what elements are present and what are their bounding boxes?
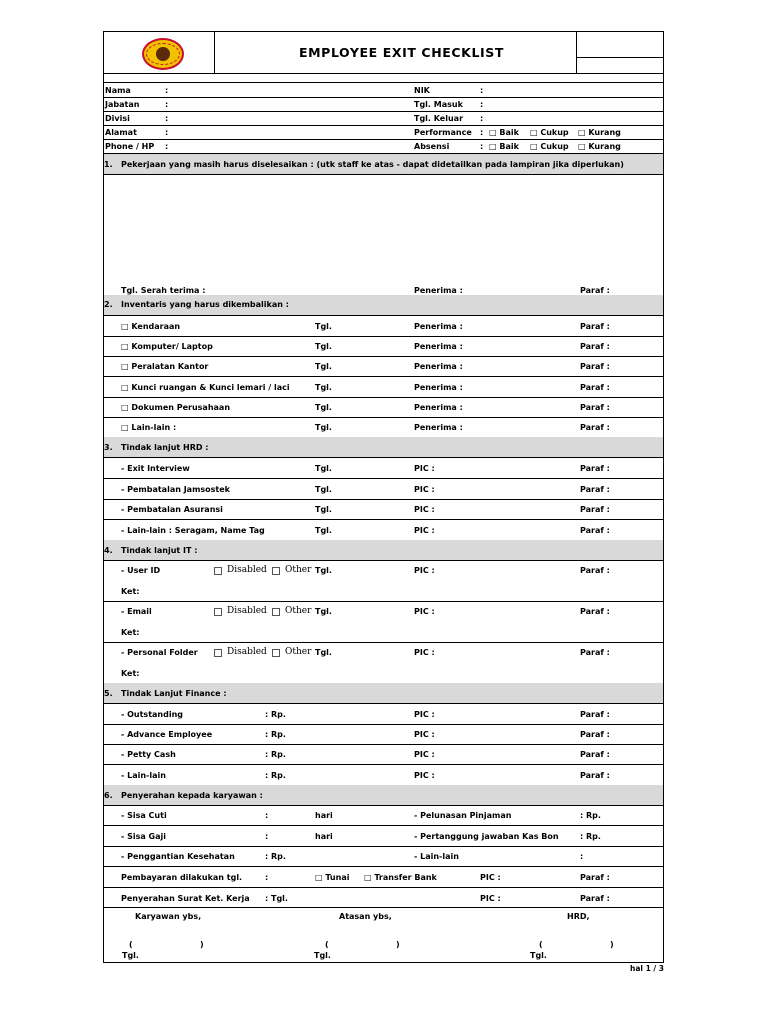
hrd-item: - Lain-lain : Seragam, Name Tag (121, 526, 265, 535)
signature-close-paren: ) (610, 940, 614, 949)
info-label: NIK (414, 86, 430, 95)
rp-label: : Rp. (265, 730, 286, 739)
receiver-label: Penerima : (414, 383, 463, 392)
info-label: Phone / HP (105, 142, 155, 151)
pic-label: PIC : (414, 526, 435, 535)
date-label: Tgl. (315, 342, 332, 351)
paraf-label: Paraf : (580, 286, 610, 295)
date-label: Tgl. (315, 566, 332, 575)
rp-label: : Rp. (580, 832, 601, 841)
pic-label: PIC : (414, 505, 435, 514)
paraf-label: Paraf : (580, 894, 610, 903)
divider-line (104, 887, 663, 888)
paraf-label: Paraf : (580, 464, 610, 473)
pic-label: PIC : (414, 730, 435, 739)
section-title: Tindak lanjut IT : (121, 546, 198, 555)
info-label: Tgl. Masuk (414, 100, 463, 109)
paraf-label: Paraf : (580, 566, 610, 575)
divider-line (104, 139, 663, 140)
divider-line (104, 846, 663, 847)
info-label: Nama (105, 86, 131, 95)
pic-label: PIC : (414, 750, 435, 759)
hrd-item: - Pembatalan Jamsostek (121, 485, 230, 494)
info-label: Tgl. Keluar (414, 114, 464, 123)
handover-item: - Sisa Gaji (121, 832, 167, 841)
pic-label: PIC : (480, 894, 501, 903)
rp-label: : Rp. (265, 710, 286, 719)
transfer-option: □ Transfer Bank (364, 873, 437, 882)
section-number: 5. (104, 689, 113, 698)
info-label: Alamat (105, 128, 137, 137)
info-colon: : (480, 142, 484, 151)
ket-label: Ket: (121, 669, 140, 678)
paraf-label: Paraf : (580, 771, 610, 780)
finance-item: - Advance Employee (121, 730, 213, 739)
divider-line (104, 417, 663, 418)
it-item: - User ID (121, 566, 161, 575)
signature-hrd: HRD, (567, 912, 590, 921)
finance-item: - Outstanding (121, 710, 183, 719)
pic-label: PIC : (414, 464, 435, 473)
it-item: - Personal Folder (121, 648, 198, 657)
finance-item: - Petty Cash (121, 750, 176, 759)
unit-label: hari (315, 811, 333, 820)
divider-line (104, 866, 663, 867)
paraf-label: Paraf : (580, 873, 610, 882)
date-label: Tgl. (315, 403, 332, 412)
signature-employee: Karyawan ybs, (135, 912, 202, 921)
divider-line (104, 376, 663, 377)
section-title: Tindak Lanjut Finance : (121, 689, 227, 698)
pic-label: PIC : (480, 873, 501, 882)
divider-line (104, 457, 663, 458)
section-title: Pekerjaan yang masih harus diselesaikan : (utk staff ke atas - dapat didetailkan pada lampiran jika diperlukan) (121, 160, 624, 169)
section-number: 1. (104, 160, 113, 169)
divider-line (104, 336, 663, 337)
disabled-label: Disabled (227, 565, 267, 575)
checklist-form (103, 31, 664, 963)
signature-date: Tgl. (530, 951, 547, 960)
divider-line (104, 703, 663, 704)
date-label: Tgl. (315, 648, 332, 657)
info-label: Jabatan (105, 100, 140, 109)
pic-label: PIC : (414, 710, 435, 719)
handover-colon: : (265, 832, 269, 841)
info-colon: : (480, 86, 484, 95)
header-divider (214, 32, 215, 74)
inventory-item: □ Lain-lain : (121, 423, 177, 432)
handover-colon: : (265, 811, 269, 820)
paraf-label: Paraf : (580, 322, 610, 331)
pic-label: PIC : (414, 607, 435, 616)
rating-option-cukup: □ Cukup (530, 142, 569, 151)
rating-option-kurang: □ Kurang (578, 128, 621, 137)
other-checkbox[interactable] (272, 649, 280, 657)
receiver-label: Penerima : (414, 342, 463, 351)
work-letter-label: Penyerahan Surat Ket. Kerja (121, 894, 250, 903)
handover-item-right: - Pertanggung jawaban Kas Bon (414, 832, 559, 841)
paraf-label: Paraf : (580, 526, 610, 535)
section-number: 4. (104, 546, 113, 555)
info-colon: : (165, 100, 169, 109)
signature-close-paren: ) (396, 940, 400, 949)
paraf-label: Paraf : (580, 730, 610, 739)
inventory-item: □ Kunci ruangan & Kunci lemari / laci (121, 383, 290, 392)
rating-option-kurang: □ Kurang (578, 142, 621, 151)
signature-open-paren: ( (539, 940, 543, 949)
inventory-item: □ Komputer/ Laptop (121, 342, 213, 351)
paraf-label: Paraf : (580, 750, 610, 759)
paraf-label: Paraf : (580, 342, 610, 351)
ket-label: Ket: (121, 587, 140, 596)
divider-line (104, 805, 663, 806)
handover-date-label: Tgl. Serah terima : (121, 286, 206, 295)
date-label: Tgl. (315, 607, 332, 616)
divider-line (104, 601, 663, 602)
unit-label: hari (315, 832, 333, 841)
rating-option-baik: □ Baik (489, 128, 519, 137)
other-checkbox[interactable] (272, 608, 280, 616)
paraf-label: Paraf : (580, 710, 610, 719)
paraf-label: Paraf : (580, 403, 610, 412)
handover-item: - Sisa Cuti (121, 811, 167, 820)
date-label: Tgl. (315, 383, 332, 392)
handover-colon: : (580, 852, 584, 861)
divider-line (104, 111, 663, 112)
signature-date: Tgl. (314, 951, 331, 960)
receiver-label: Penerima : (414, 403, 463, 412)
divider-line (104, 744, 663, 745)
pic-label: PIC : (414, 485, 435, 494)
other-label: Other (285, 647, 312, 657)
paraf-label: Paraf : (580, 423, 610, 432)
rp-label: : Rp. (580, 811, 601, 820)
inventory-item: □ Peralatan Kantor (121, 362, 209, 371)
header-inner-line (576, 57, 664, 58)
info-colon: : (165, 86, 169, 95)
divider-line (104, 315, 663, 316)
signature-open-paren: ( (325, 940, 329, 949)
date-label: Tgl. (315, 485, 332, 494)
header-divider (576, 32, 577, 74)
date-label: Tgl. (315, 505, 332, 514)
date-label: Tgl. (315, 423, 332, 432)
handover-item-right: - Lain-lain (414, 852, 459, 861)
date-label: Tgl. (315, 526, 332, 535)
divider-line (104, 519, 663, 520)
page-number: hal 1 / 3 (630, 964, 664, 973)
divider-line (104, 825, 663, 826)
divider-line (104, 499, 663, 500)
info-label: Absensi (414, 142, 450, 151)
signature-supervisor: Atasan ybs, (339, 912, 392, 921)
section-title: Penyerahan kepada karyawan : (121, 791, 263, 800)
pic-label: PIC : (414, 771, 435, 780)
disabled-label: Disabled (227, 606, 267, 616)
pic-label: PIC : (414, 566, 435, 575)
rp-label: : Rp. (265, 750, 286, 759)
date-label: Tgl. (315, 362, 332, 371)
divider-line (104, 174, 663, 175)
date-label: : Tgl. (265, 894, 288, 903)
section-number: 2. (104, 300, 113, 309)
info-colon: : (165, 142, 169, 151)
payment-date-label: Pembayaran dilakukan tgl. (121, 873, 243, 882)
other-label: Other (285, 606, 312, 616)
receiver-label: Penerima : (414, 423, 463, 432)
finance-item: - Lain-lain (121, 771, 166, 780)
divider-line (104, 907, 663, 908)
disabled-checkbox[interactable] (214, 608, 222, 616)
info-colon: : (480, 114, 484, 123)
section-title: Inventaris yang harus dikembalikan : (121, 300, 289, 309)
other-checkbox[interactable] (272, 567, 280, 575)
divider-line (104, 560, 663, 561)
receiver-label: Penerima : (414, 362, 463, 371)
paraf-label: Paraf : (580, 505, 610, 514)
section-number: 6. (104, 791, 113, 800)
info-colon: : (165, 114, 169, 123)
disabled-checkbox[interactable] (214, 567, 222, 575)
date-label: Tgl. (315, 322, 332, 331)
divider-line (104, 724, 663, 725)
divider-line (104, 73, 663, 74)
paraf-label: Paraf : (580, 607, 610, 616)
divider-line (104, 764, 663, 765)
cash-option: □ Tunai (315, 873, 350, 882)
rating-option-cukup: □ Cukup (530, 128, 569, 137)
divider-line (104, 125, 663, 126)
rp-label: : Rp. (265, 771, 286, 780)
pic-label: PIC : (414, 648, 435, 657)
divider-line (104, 82, 663, 83)
paraf-label: Paraf : (580, 362, 610, 371)
info-colon: : (480, 128, 484, 137)
it-item: - Email (121, 607, 152, 616)
divider-line (104, 97, 663, 98)
info-label: Divisi (105, 114, 130, 123)
date-label: Tgl. (315, 464, 332, 473)
section-number: 3. (104, 443, 113, 452)
section-title: Tindak lanjut HRD : (121, 443, 209, 452)
signature-close-paren: ) (200, 940, 204, 949)
inventory-item: □ Dokumen Perusahaan (121, 403, 231, 412)
other-label: Other (285, 565, 312, 575)
divider-line (104, 397, 663, 398)
logo-center (156, 47, 170, 61)
handover-item: - Penggantian Kesehatan (121, 852, 235, 861)
form-title: EMPLOYEE EXIT CHECKLIST (299, 45, 505, 60)
paraf-label: Paraf : (580, 383, 610, 392)
info-label: Performance (414, 128, 472, 137)
hrd-item: - Pembatalan Asuransi (121, 505, 223, 514)
receiver-label: Penerima : (414, 322, 463, 331)
ket-label: Ket: (121, 628, 140, 637)
inventory-item: □ Kendaraan (121, 322, 181, 331)
handover-colon: : (265, 873, 269, 882)
signature-date: Tgl. (122, 951, 139, 960)
disabled-checkbox[interactable] (214, 649, 222, 657)
company-logo-icon (142, 38, 184, 70)
receiver-label: Penerima : (414, 286, 463, 295)
rp-label: : Rp. (265, 852, 286, 861)
rating-option-baik: □ Baik (489, 142, 519, 151)
info-colon: : (165, 128, 169, 137)
info-colon: : (480, 100, 484, 109)
disabled-label: Disabled (227, 647, 267, 657)
hrd-item: - Exit Interview (121, 464, 190, 473)
handover-item-right: - Pelunasan Pinjaman (414, 811, 512, 820)
paraf-label: Paraf : (580, 648, 610, 657)
divider-line (104, 356, 663, 357)
divider-line (104, 642, 663, 643)
divider-line (104, 478, 663, 479)
signature-open-paren: ( (129, 940, 133, 949)
paraf-label: Paraf : (580, 485, 610, 494)
